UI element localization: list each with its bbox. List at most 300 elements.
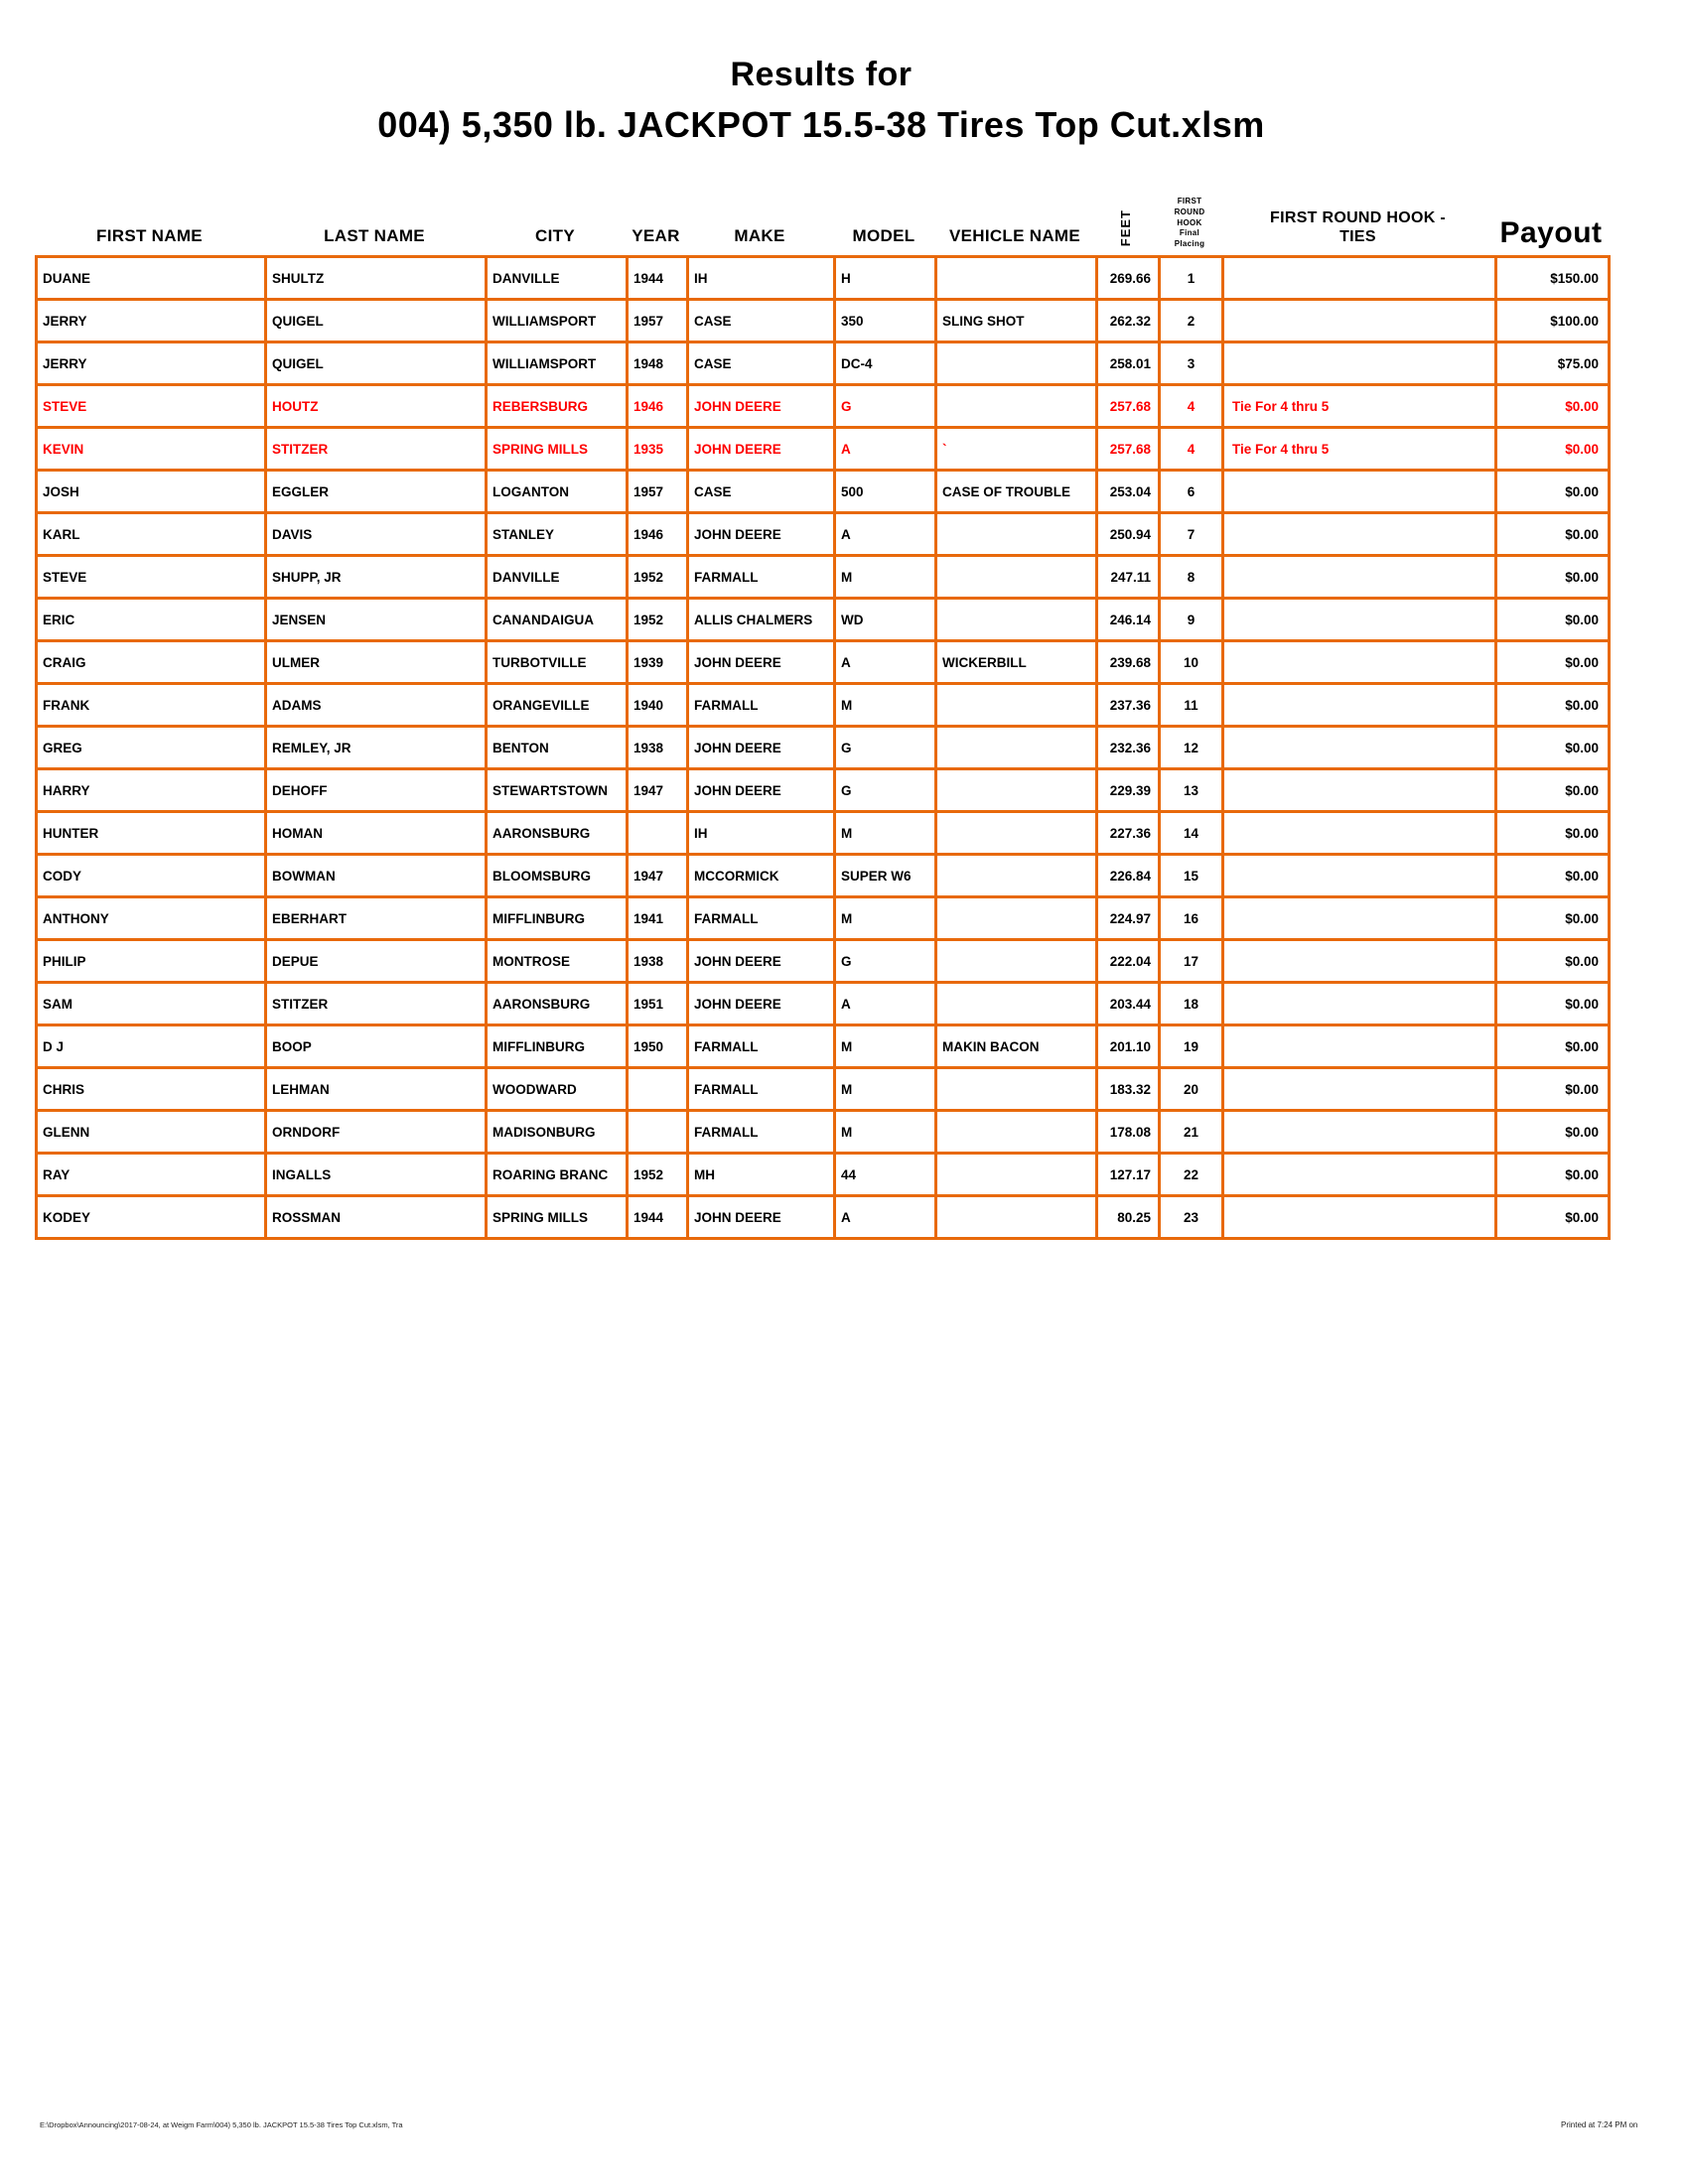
cell-year: 1948 [628,342,688,385]
header-first-name: FIRST NAME [96,226,203,246]
cell-placing: 10 [1160,641,1223,684]
cell-first: JOSH [37,471,266,513]
table-row [37,428,1610,471]
cell-city: TURBOTVILLE [487,641,628,684]
cell-city: STEWARTSTOWN [487,769,628,812]
cell-placing: 23 [1160,1196,1223,1239]
cell-ties [1223,471,1496,513]
cell-ties [1223,855,1496,897]
cell-last: STITZER [266,428,487,471]
cell-payout: $0.00 [1496,428,1610,471]
cell-model: M [835,556,936,599]
cell-last: BOOP [266,1025,487,1068]
cell-year: 1944 [628,257,688,300]
table-row [37,897,1610,940]
footer-printed-timestamp: Printed at 7:24 PM on [1561,2120,1638,2129]
cell-first: CODY [37,855,266,897]
cell-year: 1952 [628,1154,688,1196]
cell-model: G [835,769,936,812]
cell-make: CASE [688,471,835,513]
cell-first: JERRY [37,342,266,385]
cell-placing: 1 [1160,257,1223,300]
cell-city: AARONSBURG [487,812,628,855]
cell-year: 1947 [628,769,688,812]
cell-city: STANLEY [487,513,628,556]
cell-ties [1223,1068,1496,1111]
header-placing-line: Placing [1174,239,1205,249]
cell-make: IH [688,257,835,300]
table-row [37,513,1610,556]
header-vehicle-name: VEHICLE NAME [948,226,1081,246]
cell-feet: 227.36 [1097,812,1160,855]
cell-vehicle: ` [936,428,1097,471]
cell-make: JOHN DEERE [688,428,835,471]
cell-ties [1223,812,1496,855]
cell-vehicle [936,727,1097,769]
cell-last: STITZER [266,983,487,1025]
cell-year: 1938 [628,940,688,983]
header-ties [1221,209,1494,255]
cell-vehicle [936,342,1097,385]
cell-placing: 9 [1160,599,1223,641]
cell-first: KARL [37,513,266,556]
cell-year: 1952 [628,556,688,599]
cell-vehicle [936,940,1097,983]
cell-make: JOHN DEERE [688,1196,835,1239]
table-row [37,1068,1610,1111]
cell-model: G [835,727,936,769]
cell-feet: 247.11 [1097,556,1160,599]
cell-ties [1223,257,1496,300]
cell-city: WILLIAMSPORT [487,342,628,385]
header-last-name: LAST NAME [324,226,425,246]
cell-feet: 203.44 [1097,983,1160,1025]
cell-payout: $0.00 [1496,556,1610,599]
cell-payout: $0.00 [1496,769,1610,812]
cell-city: MONTROSE [487,940,628,983]
header-ties-label: FIRST ROUND HOOK - TIES [1270,209,1446,245]
cell-model: M [835,812,936,855]
cell-first: JERRY [37,300,266,342]
table-row [37,300,1610,342]
cell-last: DEPUE [266,940,487,983]
cell-city: MADISONBURG [487,1111,628,1154]
cell-make: JOHN DEERE [688,641,835,684]
cell-ties [1223,300,1496,342]
cell-ties [1223,513,1496,556]
header-payout: Payout [1499,215,1603,249]
cell-last: BOWMAN [266,855,487,897]
cell-model: 500 [835,471,936,513]
header-placing-line: Final [1179,228,1200,238]
cell-last: SHULTZ [266,257,487,300]
cell-last: DEHOFF [266,769,487,812]
cell-placing: 22 [1160,1154,1223,1196]
cell-placing: 15 [1160,855,1223,897]
header-feet [1095,209,1158,255]
cell-feet: 224.97 [1097,897,1160,940]
cell-ties: Tie For 4 thru 5 [1223,385,1496,428]
cell-year: 1935 [628,428,688,471]
cell-ties [1223,556,1496,599]
cell-year: 1957 [628,471,688,513]
cell-year [628,812,688,855]
cell-year: 1940 [628,684,688,727]
cell-payout: $0.00 [1496,855,1610,897]
header-feet-label: FEET [1118,208,1134,246]
table-row [37,812,1610,855]
cell-placing: 3 [1160,342,1223,385]
cell-make: FARMALL [688,1068,835,1111]
cell-year: 1946 [628,513,688,556]
cell-payout: $150.00 [1496,257,1610,300]
cell-vehicle [936,513,1097,556]
header-make: MAKE [734,226,785,246]
cell-first: HUNTER [37,812,266,855]
cell-vehicle [936,897,1097,940]
cell-last: EGGLER [266,471,487,513]
cell-placing: 16 [1160,897,1223,940]
table-row [37,684,1610,727]
cell-city: BLOOMSBURG [487,855,628,897]
cell-make: FARMALL [688,1025,835,1068]
page-title-line2: 004) 5,350 lb. JACKPOT 15.5-38 Tires Top Cut.xlsm [377,104,1265,145]
cell-placing: 7 [1160,513,1223,556]
cell-model: WD [835,599,936,641]
cell-feet: 232.36 [1097,727,1160,769]
cell-model: DC-4 [835,342,936,385]
cell-placing: 12 [1160,727,1223,769]
cell-payout: $100.00 [1496,300,1610,342]
cell-placing: 18 [1160,983,1223,1025]
cell-feet: 226.84 [1097,855,1160,897]
cell-make: IH [688,812,835,855]
table-row [37,471,1610,513]
cell-year: 1939 [628,641,688,684]
cell-first: CHRIS [37,1068,266,1111]
cell-first: PHILIP [37,940,266,983]
cell-year [628,1068,688,1111]
cell-feet: 257.68 [1097,385,1160,428]
cell-city: DANVILLE [487,257,628,300]
header-model: MODEL [852,226,915,246]
cell-ties [1223,1154,1496,1196]
cell-year: 1951 [628,983,688,1025]
cell-last: QUIGEL [266,342,487,385]
cell-last: QUIGEL [266,300,487,342]
cell-feet: 201.10 [1097,1025,1160,1068]
cell-model: M [835,1025,936,1068]
cell-model: 44 [835,1154,936,1196]
cell-year: 1947 [628,855,688,897]
cell-make: JOHN DEERE [688,769,835,812]
table-row [37,727,1610,769]
cell-model: M [835,684,936,727]
cell-vehicle: MAKIN BACON [936,1025,1097,1068]
cell-feet: 239.68 [1097,641,1160,684]
cell-first: DUANE [37,257,266,300]
header-year: YEAR [632,226,680,246]
cell-city: LOGANTON [487,471,628,513]
cell-first: GREG [37,727,266,769]
cell-make: FARMALL [688,1111,835,1154]
cell-vehicle [936,812,1097,855]
cell-city: ORANGEVILLE [487,684,628,727]
cell-ties [1223,727,1496,769]
column-headers [35,174,1608,255]
table-row [37,599,1610,641]
cell-ties [1223,1196,1496,1239]
cell-model: M [835,897,936,940]
cell-city: MIFFLINBURG [487,897,628,940]
cell-feet: 127.17 [1097,1154,1160,1196]
cell-year: 1941 [628,897,688,940]
cell-city: AARONSBURG [487,983,628,1025]
cell-ties [1223,897,1496,940]
table-row [37,940,1610,983]
cell-make: CASE [688,342,835,385]
cell-last: LEHMAN [266,1068,487,1111]
cell-vehicle: CASE OF TROUBLE [936,471,1097,513]
cell-placing: 4 [1160,385,1223,428]
cell-last: ORNDORF [266,1111,487,1154]
cell-placing: 4 [1160,428,1223,471]
cell-last: ROSSMAN [266,1196,487,1239]
cell-placing: 14 [1160,812,1223,855]
cell-model: H [835,257,936,300]
cell-feet: 257.68 [1097,428,1160,471]
cell-payout: $0.00 [1496,1025,1610,1068]
cell-make: FARMALL [688,897,835,940]
table-row [37,257,1610,300]
cell-make: CASE [688,300,835,342]
results-table [35,255,1611,1240]
table-row [37,385,1610,428]
cell-payout: $75.00 [1496,342,1610,385]
cell-city: BENTON [487,727,628,769]
cell-make: JOHN DEERE [688,727,835,769]
cell-placing: 11 [1160,684,1223,727]
cell-city: SPRING MILLS [487,428,628,471]
cell-placing: 20 [1160,1068,1223,1111]
cell-vehicle [936,1068,1097,1111]
cell-feet: 222.04 [1097,940,1160,983]
cell-city: DANVILLE [487,556,628,599]
cell-vehicle [936,599,1097,641]
cell-payout: $0.00 [1496,727,1610,769]
table-row [37,855,1610,897]
cell-make: MH [688,1154,835,1196]
cell-make: JOHN DEERE [688,983,835,1025]
cell-first: FRANK [37,684,266,727]
cell-payout: $0.00 [1496,684,1610,727]
cell-make: JOHN DEERE [688,385,835,428]
cell-city: ROARING BRANC [487,1154,628,1196]
cell-last: REMLEY, JR [266,727,487,769]
cell-city: WOODWARD [487,1068,628,1111]
table-row [37,1025,1610,1068]
cell-payout: $0.00 [1496,599,1610,641]
cell-vehicle [936,257,1097,300]
cell-year: 1946 [628,385,688,428]
cell-model: A [835,983,936,1025]
table-row [37,342,1610,385]
cell-feet: 262.32 [1097,300,1160,342]
cell-model: A [835,428,936,471]
cell-payout: $0.00 [1496,940,1610,983]
header-placing-line: ROUND [1174,206,1205,216]
cell-last: JENSEN [266,599,487,641]
cell-model: A [835,641,936,684]
cell-placing: 8 [1160,556,1223,599]
cell-payout: $0.00 [1496,1111,1610,1154]
cell-feet: 269.66 [1097,257,1160,300]
cell-last: INGALLS [266,1154,487,1196]
cell-placing: 2 [1160,300,1223,342]
cell-last: HOMAN [266,812,487,855]
table-row [37,1196,1610,1239]
table-row [37,641,1610,684]
cell-vehicle [936,684,1097,727]
cell-model: SUPER W6 [835,855,936,897]
cell-ties [1223,769,1496,812]
cell-ties [1223,342,1496,385]
cell-vehicle: SLING SHOT [936,300,1097,342]
cell-payout: $0.00 [1496,812,1610,855]
cell-first: ERIC [37,599,266,641]
cell-last: ULMER [266,641,487,684]
header-city: CITY [535,226,575,246]
cell-ties [1223,641,1496,684]
cell-year: 1938 [628,727,688,769]
cell-placing: 13 [1160,769,1223,812]
table-row [37,983,1610,1025]
cell-city: SPRING MILLS [487,1196,628,1239]
cell-payout: $0.00 [1496,641,1610,684]
cell-year: 1957 [628,300,688,342]
cell-feet: 258.01 [1097,342,1160,385]
cell-model: M [835,1111,936,1154]
cell-feet: 246.14 [1097,599,1160,641]
cell-model: G [835,940,936,983]
cell-payout: $0.00 [1496,1154,1610,1196]
cell-year [628,1111,688,1154]
cell-feet: 80.25 [1097,1196,1160,1239]
cell-city: REBERSBURG [487,385,628,428]
cell-year: 1950 [628,1025,688,1068]
cell-payout: $0.00 [1496,1068,1610,1111]
cell-first: RAY [37,1154,266,1196]
cell-year: 1944 [628,1196,688,1239]
cell-ties: Tie For 4 thru 5 [1223,428,1496,471]
cell-feet: 178.08 [1097,1111,1160,1154]
table-row [37,556,1610,599]
cell-last: ADAMS [266,684,487,727]
cell-first: D J [37,1025,266,1068]
cell-last: HOUTZ [266,385,487,428]
cell-ties [1223,684,1496,727]
cell-first: KODEY [37,1196,266,1239]
cell-first: KEVIN [37,428,266,471]
header-placing-line: HOOK [1177,217,1202,227]
cell-feet: 250.94 [1097,513,1160,556]
cell-payout: $0.00 [1496,471,1610,513]
cell-ties [1223,1025,1496,1068]
cell-placing: 17 [1160,940,1223,983]
cell-first: SAM [37,983,266,1025]
cell-ties [1223,1111,1496,1154]
cell-vehicle [936,769,1097,812]
cell-year: 1952 [628,599,688,641]
cell-last: DAVIS [266,513,487,556]
cell-ties [1223,599,1496,641]
cell-make: JOHN DEERE [688,940,835,983]
cell-feet: 229.39 [1097,769,1160,812]
cell-first: STEVE [37,556,266,599]
cell-vehicle: WICKERBILL [936,641,1097,684]
cell-model: G [835,385,936,428]
cell-city: CANANDAIGUA [487,599,628,641]
cell-placing: 21 [1160,1111,1223,1154]
cell-last: EBERHART [266,897,487,940]
table-row [37,769,1610,812]
cell-make: JOHN DEERE [688,513,835,556]
cell-payout: $0.00 [1496,513,1610,556]
header-placing-line: FIRST [1177,197,1202,206]
cell-make: ALLIS CHALMERS [688,599,835,641]
cell-ties [1223,983,1496,1025]
cell-first: STEVE [37,385,266,428]
cell-model: A [835,1196,936,1239]
cell-vehicle [936,1154,1097,1196]
cell-payout: $0.00 [1496,983,1610,1025]
cell-feet: 237.36 [1097,684,1160,727]
cell-last: SHUPP, JR [266,556,487,599]
header-first-round-hook-placing [1158,197,1221,255]
cell-placing: 19 [1160,1025,1223,1068]
cell-model: M [835,1068,936,1111]
cell-first: HARRY [37,769,266,812]
cell-payout: $0.00 [1496,897,1610,940]
cell-vehicle [936,1111,1097,1154]
cell-placing: 6 [1160,471,1223,513]
cell-make: FARMALL [688,556,835,599]
table-row [37,1111,1610,1154]
cell-city: WILLIAMSPORT [487,300,628,342]
cell-vehicle [936,1196,1097,1239]
page-title-line1: Results for [730,56,913,93]
cell-payout: $0.00 [1496,1196,1610,1239]
cell-model: A [835,513,936,556]
cell-first: CRAIG [37,641,266,684]
table-row [37,1154,1610,1196]
cell-make: MCCORMICK [688,855,835,897]
cell-payout: $0.00 [1496,385,1610,428]
cell-feet: 253.04 [1097,471,1160,513]
cell-city: MIFFLINBURG [487,1025,628,1068]
cell-first: GLENN [37,1111,266,1154]
cell-vehicle [936,855,1097,897]
footer-file-path: E:\Dropbox\Announcing\2017-08-24, at Weigm Farm\004) 5,350 lb. JACKPOT 15.5-38 Tires Top Cut.xlsm, Tra [40,2120,403,2129]
cell-vehicle [936,556,1097,599]
cell-first: ANTHONY [37,897,266,940]
cell-make: FARMALL [688,684,835,727]
cell-ties [1223,940,1496,983]
cell-feet: 183.32 [1097,1068,1160,1111]
results-sheet [35,0,1608,1240]
cell-model: 350 [835,300,936,342]
cell-vehicle [936,385,1097,428]
